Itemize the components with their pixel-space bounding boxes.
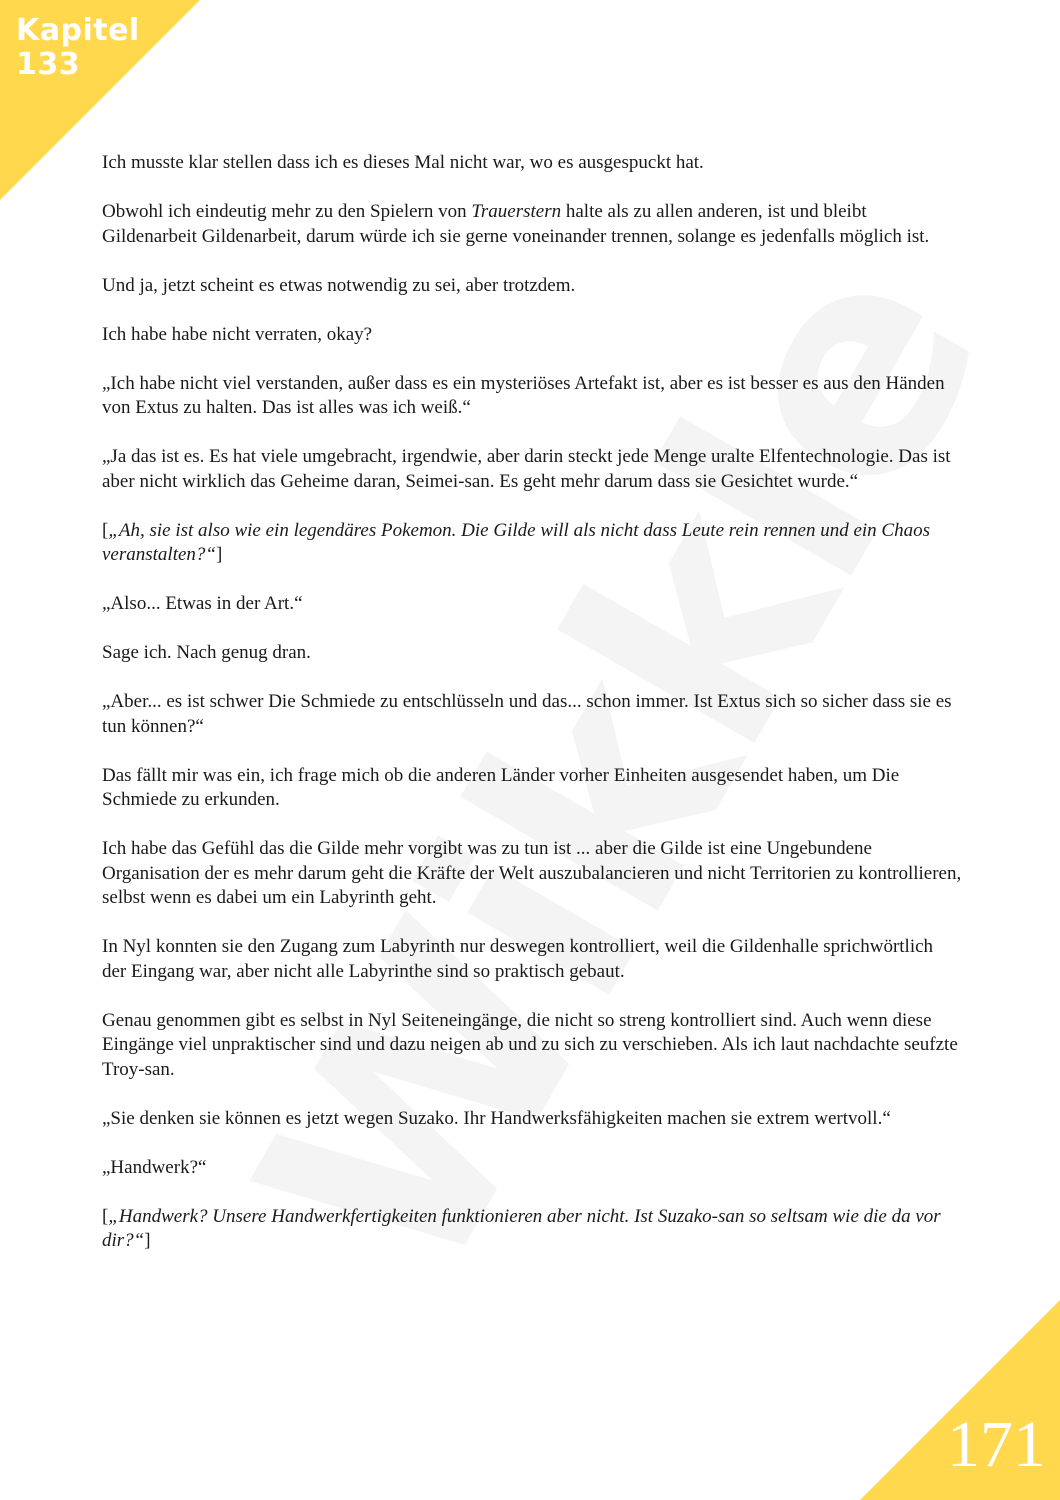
paragraph: Obwohl ich eindeutig mehr zu den Spielern von Trauerstern halte als zu allen anderen, ist und bleibt Gildenarbeit Gildenarbeit, darum würde ich sie gerne voneinander trennen, solange es jedenfalls möglich ist.: [102, 201, 930, 247]
paragraph-thought: [„Handwerk? Unsere Handwerkfertigkeiten funktionieren aber nicht. Ist Suzako-san so seltsam wie die da vor dir?“]: [102, 1205, 941, 1251]
paragraph: „Ich habe nicht viel verstanden, außer dass es ein mysteriöses Artefakt ist, aber es ist besser es aus den Händen von Extus zu halten. Das ist alles was ich weiß.“: [102, 372, 945, 418]
paragraph: Ich habe habe nicht verraten, okay?: [102, 323, 373, 345]
paragraph: „Sie denken sie können es jetzt wegen Suzako. Ihr Handwerksfähigkeiten machen sie extrem wertvoll.“: [102, 1107, 891, 1129]
paragraph: Ich habe das Gefühl das die Gilde mehr vorgibt was zu tun ist ... aber die Gilde ist eine Ungebundene Organisation der es mehr darum geht die Kräfte der Welt auszubalancieren und nicht Territorien zu kontrollieren, selbst wenn es dabei um ein Labyrinth geht.: [102, 838, 962, 908]
paragraph: „Aber... es ist schwer Die Schmiede zu entschlüsseln und das... schon immer. Ist Extus sich so sicher dass sie es tun können?“: [102, 691, 952, 737]
page-body: [102, 151, 962, 1278]
chapter-label-word: Kapitel: [16, 13, 140, 48]
paragraph: „Ja das ist es. Es hat viele umgebracht, irgendwie, aber darin steckt jede Menge uralte Elfentechnologie. Das ist aber nicht wirklich das Geheime daran, Seimei-san. Es geht mehr darum dass sie Gesichtet wurde.“: [102, 446, 951, 492]
paragraph-thought: [„Ah, sie ist also wie ein legendäres Pokemon. Die Gilde will als nicht dass Leute rein rennen und ein Chaos veranstalten?“]: [102, 519, 930, 565]
paragraph: Und ja, jetzt scheint es etwas notwendig zu sei, aber trotzdem.: [102, 274, 576, 296]
paragraph: „Also... Etwas in der Art.“: [102, 593, 303, 614]
book-title: Trauerstern: [471, 201, 562, 222]
paragraph: Das fällt mir was ein, ich frage mich ob die anderen Länder vorher Einheiten ausgesendet haben, um Die Schmiede zu erkunden.: [102, 764, 900, 810]
paragraph: Ich musste klar stellen dass ich es dieses Mal nicht war, wo es ausgespuckt hat.: [102, 152, 704, 173]
paragraph: Sage ich. Nach genug dran.: [102, 642, 311, 663]
paragraph: In Nyl konnten sie den Zugang zum Labyrinth nur deswegen kontrolliert, weil die Gildenhalle sprichwörtlich der Eingang war, aber nicht alle Labyrinthe sind so praktisch gebaut.: [102, 936, 934, 982]
page-number: 171: [947, 1408, 1046, 1481]
paragraph: Genau genommen gibt es selbst in Nyl Seiteneingänge, die nicht so streng kontrolliert sind. Auch wenn diese Eingänge viel unpraktischer sind und dazu neigen ab und zu sich zu verschieben. Als ich laut nachdachte seufzte Troy-san.: [102, 1009, 958, 1080]
chapter-label: [16, 14, 140, 82]
chapter-label-number: 133: [16, 47, 81, 82]
paragraph: „Handwerk?“: [102, 1156, 207, 1178]
